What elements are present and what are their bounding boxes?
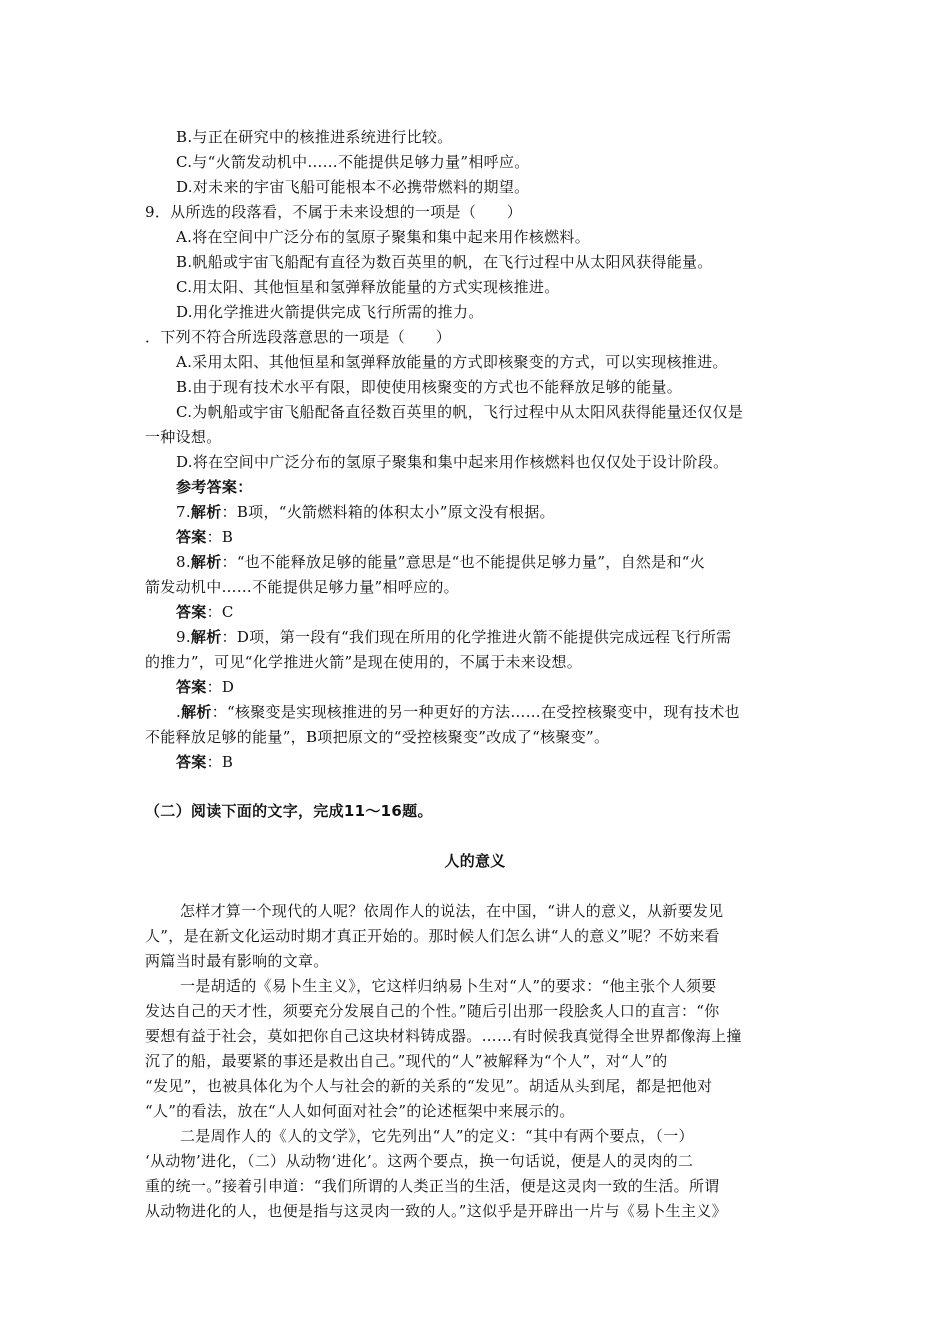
answer-value: ：C [206, 603, 234, 621]
paragraph-2-line: “人”的看法，放在“人人如何面对社会”的论述框架中来展示的。 [145, 1102, 575, 1120]
answer-9 [176, 677, 234, 697]
answer-label: 答案 [176, 753, 207, 771]
section-heading: （二）阅读下面的文字，完成11～16题。 [145, 802, 433, 820]
analysis-label: 解析 [190, 628, 222, 646]
paragraph-2-line: 发达自己的天才性，须要充分发展自己的个性。”随后引出那一段脍炙人口的直言：“你 [145, 1002, 720, 1020]
paragraph-1-line: 两篇当时最有影响的文章。 [145, 952, 329, 970]
analysis-label: 解析 [190, 503, 222, 521]
analysis-8-cont: 箭发动机中……不能提供足够力量”相呼应的。 [145, 578, 459, 596]
analysis-text: ：B项，“火箭燃料箱的体积太小”原文没有根据。 [221, 503, 555, 521]
paragraph-2-line: 沉了的船，最要紧的事还是救出自己。”现代的“人”被解释为“个人”，对“人”的 [145, 1052, 668, 1070]
paragraph-3-line: 二是周作人的《人的文学》，它先列出“人”的定义：“其中有两个要点，（一） [180, 1127, 694, 1145]
analysis-9-cont: 的推力”，可见“化学推进火箭”是现在使用的，不属于未来设想。 [145, 653, 583, 671]
q10-stem: ．下列不符合所选段落意思的一项是（ ） [145, 328, 452, 346]
analysis-text: ：“核聚变是实现核推进的另一种更好的方法……在受控核聚变中，现有技术也 [211, 703, 740, 721]
q9-option-b: B.帆船或宇宙飞船配有直径为数百英里的帆，在飞行过程中从太阳风获得能量。 [176, 253, 713, 271]
analysis-9 [176, 627, 731, 647]
q10-option-c: C.为帆船或宇宙飞船配备直径数百英里的帆，飞行过程中从太阳风获得能量还仅仅是 [176, 403, 744, 421]
analysis-7 [176, 502, 555, 522]
answer-10 [176, 752, 233, 772]
answer-value: ：D [206, 678, 235, 696]
paragraph-2-line: 一是胡适的《易卜生主义》，它这样归纳易卜生对“人”的要求：“他主张个人须要 [180, 977, 717, 995]
q8-option-d: D.对未来的宇宙飞船可能根本不必携带燃料的期望。 [176, 178, 530, 196]
answer-label: 答案 [176, 528, 207, 546]
analysis-label: 解析 [190, 553, 222, 571]
q9-option-a: A.将在空间中广泛分布的氢原子聚集和集中起来用作核燃料。 [176, 228, 591, 246]
analysis-8 [176, 552, 705, 572]
analysis-10 [176, 702, 740, 722]
answer-label: 答案 [176, 678, 207, 696]
paragraph-1-line: 怎样才算一个现代的人呢？依周作人的说法，在中国，“讲人的意义，从新要发见 [180, 902, 724, 920]
answer-label: 答案 [176, 603, 207, 621]
q9-option-d: D.用化学推进火箭提供完成飞行所需的推力。 [176, 303, 484, 321]
q10-option-b: B.由于现有技术水平有限，即使使用核聚变的方式也不能释放足够的能量。 [176, 378, 682, 396]
q10-option-d: D.将在空间中广泛分布的氢原子聚集和集中起来用作核燃料也仅仅处于设计阶段。 [176, 453, 729, 471]
q8-option-b: B.与正在研究中的核推进系统进行比较。 [176, 128, 453, 146]
article-title: 人的意义 [444, 852, 506, 870]
paragraph-2-line: “发见”，也被具体化为个人与社会的新的关系的“发见”。胡适从头到尾，都是把他对 [145, 1077, 713, 1095]
paragraph-3-line: ‘从动物’进化，（二）从动物‘进化’。这两个要点，换一句话说，便是人的灵肉的二 [145, 1152, 694, 1170]
answer-8 [176, 602, 234, 622]
analysis-label: 解析 [181, 703, 212, 721]
analysis-text: ：“也不能释放足够的能量”意思是“也不能提供足够力量”，自然是和“火 [221, 553, 706, 571]
answer-value: ：B [206, 753, 234, 771]
reference-heading: 参考答案： [176, 478, 253, 496]
q8-option-c: C.与“火箭发动机中……不能提供足够力量”相呼应。 [176, 153, 530, 171]
q9-option-c: C.用太阳、其他恒星和氢弹释放能量的方式实现核推进。 [176, 278, 560, 296]
analysis-number: . [176, 703, 182, 721]
q9-stem: 9．从所选的段落看，不属于未来设想的一项是（ ） [145, 203, 523, 221]
analysis-number: 9. [176, 628, 191, 646]
analysis-number: 7. [176, 503, 191, 521]
paragraph-2-line: 要想有益于社会，莫如把你自己这块材料铸成器。……有时候我真觉得全世界都像海上撞 [145, 1027, 742, 1045]
paragraph-1-line: 人”，是在新文化运动时期才真正开始的。那时候人们怎么讲“人的意义”呢？不妨来看 [145, 927, 720, 945]
q10-option-a: A.采用太阳、其他恒星和氢弹释放能量的方式即核聚变的方式，可以实现核推进。 [176, 353, 728, 371]
answer-7 [176, 527, 233, 547]
q10-option-c-cont: 一种设想。 [145, 428, 222, 446]
paragraph-3-line: 重的统一。”接着引申道：“我们所谓的人类正当的生活，便是这灵肉一致的生活。所谓 [145, 1177, 720, 1195]
answer-value: ：B [206, 528, 234, 546]
analysis-number: 8. [176, 553, 191, 571]
analysis-10-cont: 不能释放足够的能量”，B项把原文的“受控核聚变”改成了“核聚变”。 [145, 728, 610, 746]
analysis-text: ：D项，第一段有“我们现在所用的化学推进火箭不能提供完成远程飞行所需 [221, 628, 732, 646]
paragraph-3-line: 从动物进化的人，也便是指与这灵肉一致的人。”这似乎是开辟出一片与《易卜生主义》 [145, 1202, 727, 1220]
